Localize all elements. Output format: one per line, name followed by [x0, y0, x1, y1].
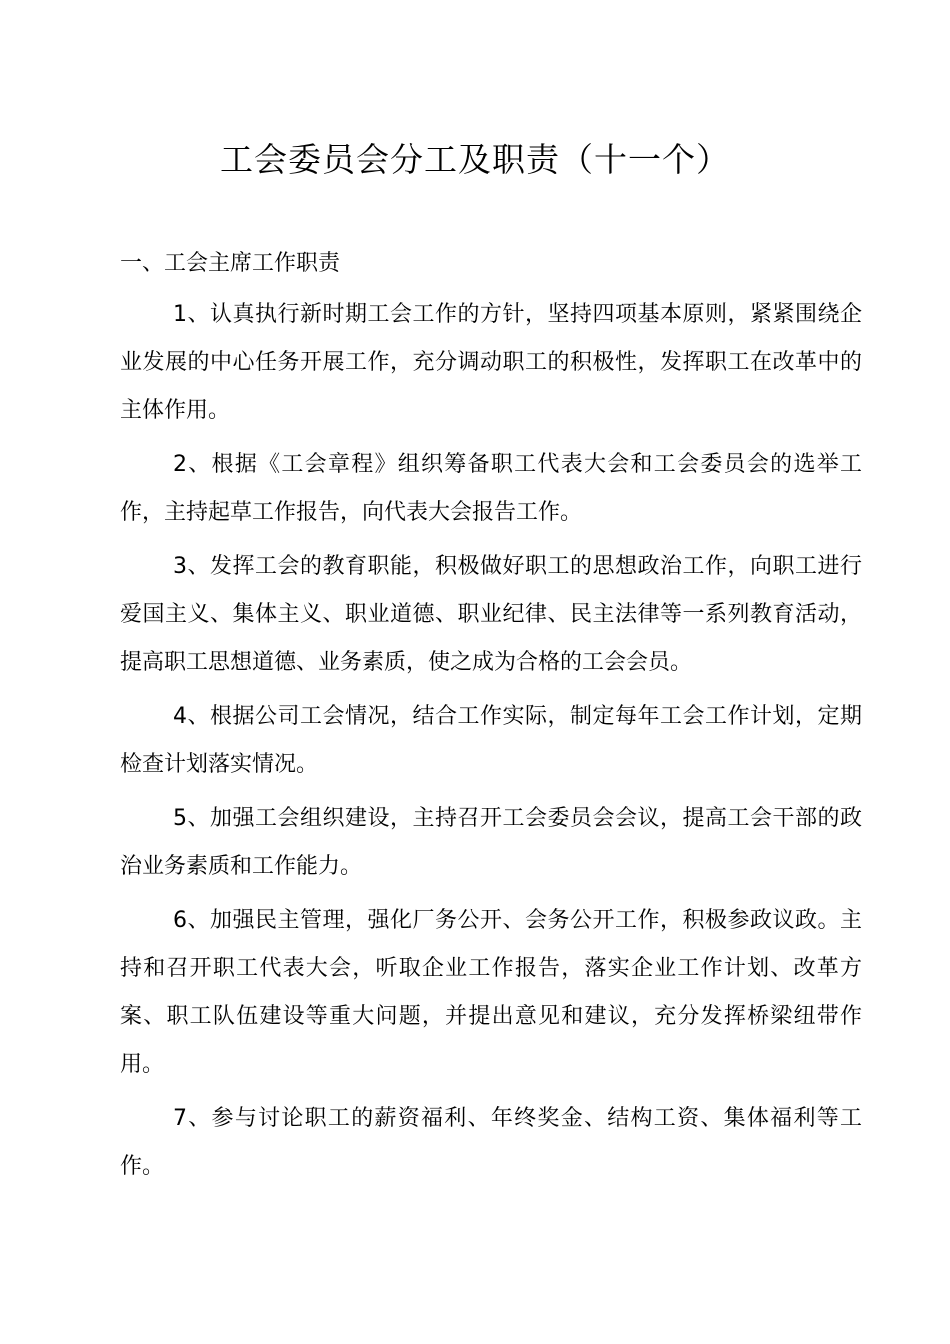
paragraph-4: 4、根据公司工会情况，结合工作实际，制定每年工会工作计划，定期检查计划落实情况。: [120, 704, 862, 777]
paragraph-1: 1、认真执行新时期工会工作的方针，坚持四项基本原则，紧紧围绕企业发展的中心任务开展工作，充分调动职工的积极性，发挥职工在改革中的主体作用。: [120, 302, 862, 423]
paragraph-5: 5、加强工会组织建设，主持召开工会委员会会议，提高工会干部的政治业务素质和工作能力。: [120, 806, 862, 879]
document-body: [120, 243, 862, 1191]
paragraph-2: 2、根据《工会章程》组织筹备职工代表大会和工会委员会的选举工作，主持起草工作报告，向代表大会报告工作。: [120, 452, 862, 525]
section-heading: 一、工会主席工作职责: [120, 251, 341, 276]
paragraph-3: 3、发挥工会的教育职能，积极做好职工的思想政治工作，向职工进行爱国主义、集体主义、职业道德、职业纪律、民主法律等一系列教育活动，提高职工思想道德、业务素质，使之成为合格的工会会员。: [120, 554, 862, 675]
paragraph-7: 7、参与讨论职工的薪资福利、年终奖金、结构工资、集体福利等工作。: [120, 1106, 862, 1179]
document-title: 工会委员会分工及职责（十一个）: [220, 140, 730, 179]
paragraph-6: 6、加强民主管理，强化厂务公开、会务公开工作，积极参政议政。主持和召开职工代表大会，听取企业工作报告，落实企业工作计划、改革方案、职工队伍建设等重大问题，并提出意见和建议，充分发挥桥梁纽带作用。: [120, 908, 862, 1077]
